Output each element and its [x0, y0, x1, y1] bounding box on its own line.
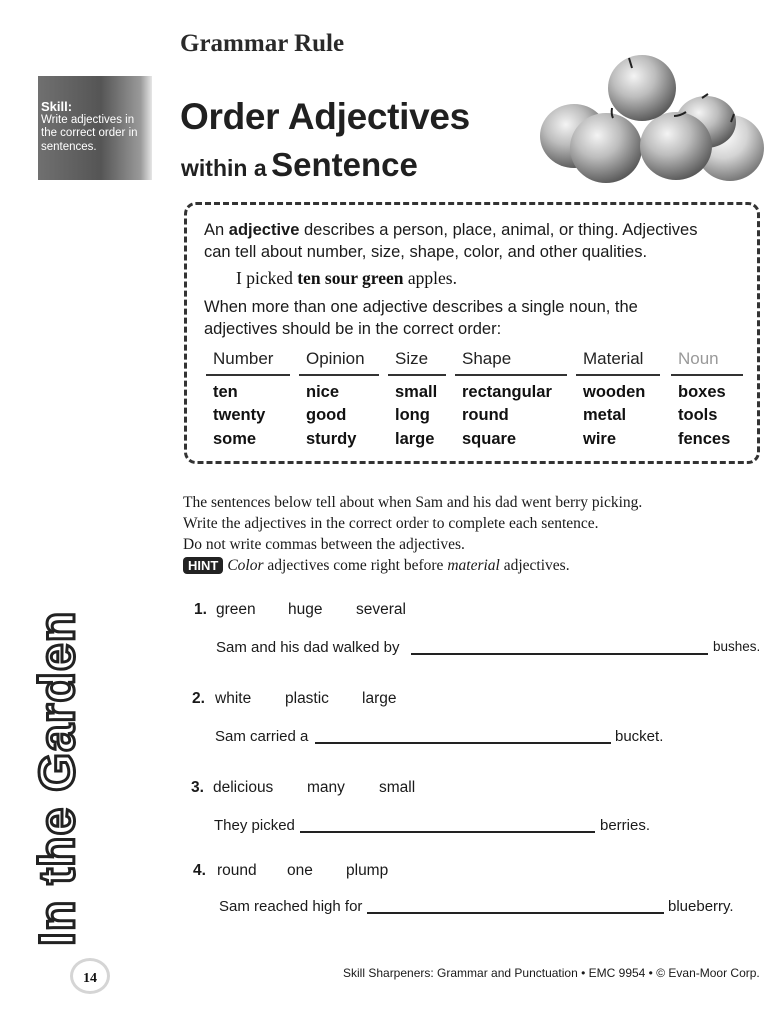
column-underline: [576, 374, 660, 376]
hint-text: adjectives.: [499, 557, 570, 574]
table-cell: tools: [678, 406, 718, 424]
column-header-noun: Noun: [678, 349, 719, 368]
exercise-word: several: [356, 601, 406, 618]
table-cell: boxes: [678, 383, 726, 401]
column-underline: [455, 374, 567, 376]
rule-text-part: An: [204, 221, 229, 239]
instruction-line-2: Write the adjectives in the correct order to complete each sentence.: [183, 515, 599, 532]
instruction-line-3: Do not write commas between the adjectives.: [183, 536, 465, 553]
exercise-sentence-end: bucket.: [615, 728, 664, 745]
table-cell: large: [395, 430, 435, 448]
answer-line[interactable]: [300, 831, 595, 833]
skill-box: [38, 76, 152, 180]
hint-text: Color: [227, 557, 264, 574]
exercise-word: white: [215, 690, 252, 707]
exercise-word: plastic: [285, 690, 329, 707]
grammar-rule-heading: Grammar Rule: [180, 30, 345, 57]
answer-line[interactable]: [315, 742, 611, 744]
example-part: I picked: [236, 268, 298, 288]
answer-line[interactable]: [411, 653, 708, 655]
exercise-number: 1.: [194, 601, 207, 618]
table-cell: good: [306, 406, 347, 424]
exercise-sentence-end: berries.: [600, 817, 651, 834]
rule-text-part: can tell about number, size, shape, color, and other qualities.: [204, 243, 648, 261]
table-cell: wooden: [583, 383, 646, 401]
hint-line: [183, 557, 570, 575]
exercise-word: round: [217, 862, 257, 879]
exercise-word: delicious: [213, 779, 274, 796]
table-cell: rectangular: [462, 383, 552, 401]
column-header-number: Number: [213, 349, 274, 368]
exercise-word: many: [307, 779, 345, 796]
table-cell: small: [395, 383, 438, 401]
exercise-word: plump: [346, 862, 389, 879]
table-cell: sturdy: [306, 430, 357, 448]
exercise-sentence-start: Sam carried a: [215, 728, 309, 745]
exercise-number: 3.: [191, 779, 204, 796]
hint-text: material: [447, 557, 500, 574]
page-title-line1: Order Adjectives: [180, 96, 470, 137]
instruction-line-1: The sentences below tell about when Sam and his dad went berry picking.: [183, 494, 643, 511]
exercise-number: 2.: [192, 690, 205, 707]
skill-text: Write adjectives in the correct order in sentences.: [41, 113, 138, 153]
rule-paragraph-1: [204, 219, 697, 263]
hint-badge: HINT: [183, 557, 223, 574]
table-cell: wire: [583, 430, 617, 448]
table-cell: ten: [213, 383, 238, 401]
column-header-opinion: Opinion: [306, 349, 365, 368]
table-cell: long: [395, 406, 430, 424]
table-cell: nice: [306, 383, 340, 401]
table-cell: round: [462, 406, 509, 424]
example-adjectives: ten sour green: [297, 268, 404, 288]
column-header-shape: Shape: [462, 349, 512, 368]
table-cell: square: [462, 430, 517, 448]
exercise-sentence-start: Sam and his dad walked by: [216, 639, 400, 656]
column-underline: [299, 374, 379, 376]
page-title-line2: [181, 146, 418, 184]
exercise-sentence-end: bushes.: [713, 639, 761, 654]
exercise-number: 4.: [193, 862, 206, 879]
table-cell: fences: [678, 430, 731, 448]
apples-illustration: [534, 50, 766, 190]
skill-label: Skill:: [41, 99, 73, 114]
exercise-word: green: [216, 601, 256, 618]
adjective-term: adjective: [228, 221, 300, 239]
title-within-a: within a: [181, 155, 267, 181]
exercise-sentence-start: Sam reached high for: [219, 898, 363, 915]
rule-text-part: describes a person, place, animal, or thing. Adjectives: [299, 221, 698, 239]
title-sentence: Sentence: [271, 146, 418, 183]
page-number: 14: [70, 958, 110, 994]
rule-text-part: adjectives should be in the correct order:: [204, 320, 502, 338]
table-cell: metal: [583, 406, 627, 424]
example-part: apples.: [403, 268, 457, 288]
exercise-word: large: [362, 690, 397, 707]
example-sentence: [236, 268, 457, 289]
column-underline: [206, 374, 290, 376]
exercise-word: one: [287, 862, 313, 879]
column-underline: [671, 374, 743, 376]
exercise-sentence-end: blueberry.: [668, 898, 734, 915]
rule-paragraph-2: [204, 296, 638, 340]
sidebar-title: In the Garden: [29, 610, 85, 946]
column-underline: [388, 374, 446, 376]
column-header-size: Size: [395, 349, 429, 368]
table-cell: twenty: [213, 406, 266, 424]
answer-line[interactable]: [367, 912, 664, 914]
exercise-word: small: [379, 779, 416, 796]
exercise-sentence-start: They picked: [214, 817, 295, 834]
table-cell: some: [213, 430, 257, 448]
exercise-word: huge: [288, 601, 323, 618]
rule-text-part: When more than one adjective describes a single noun, the: [204, 298, 638, 316]
footer-credit: Skill Sharpeners: Grammar and Punctuation • EMC 9954 • © Evan-Moor Corp.: [343, 966, 760, 980]
column-header-material: Material: [583, 349, 644, 368]
hint-text: adjectives come right before: [263, 557, 448, 574]
